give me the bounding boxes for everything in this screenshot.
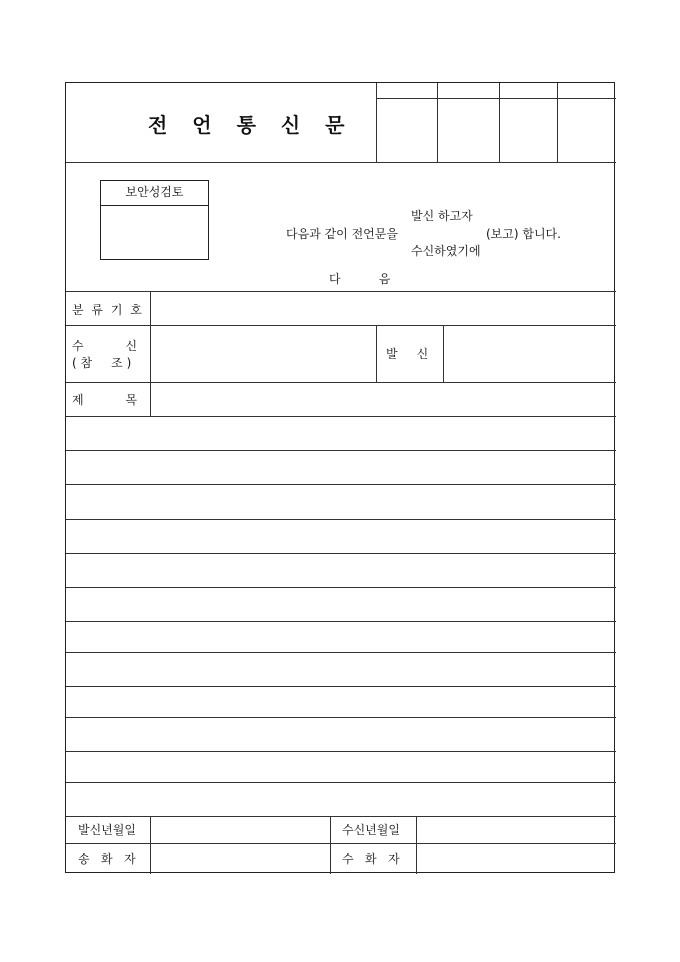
- body-line: [66, 450, 616, 451]
- classification-field[interactable]: [151, 292, 615, 325]
- send-date-label: 발신년월일: [78, 823, 136, 837]
- recv-date-field[interactable]: [417, 817, 615, 843]
- body-line: [66, 652, 616, 653]
- recv-date-label: 수신년월일: [342, 823, 400, 837]
- sender-operator-label: 송 화 자: [78, 852, 136, 866]
- body-line: [66, 751, 616, 752]
- recipient-field[interactable]: [151, 326, 376, 381]
- body-line: [66, 553, 616, 554]
- body-line: [66, 782, 616, 783]
- body-line: [66, 621, 616, 622]
- subject-field[interactable]: [151, 383, 615, 416]
- approval-cell[interactable]: [558, 99, 615, 162]
- footer-column-line: [330, 816, 331, 874]
- recipient-label: 수 신: [72, 339, 138, 353]
- body-line: [66, 519, 616, 520]
- intro-send-line: 발신 하고자: [411, 209, 473, 223]
- recipient-ref-label: ( 참 조 ): [72, 356, 132, 370]
- receiver-operator-label: 수 화 자: [342, 852, 400, 866]
- sender-field[interactable]: [444, 326, 615, 381]
- security-check-stamp-area[interactable]: [101, 206, 208, 259]
- intro-recv-line: 수신하였기에: [411, 244, 481, 258]
- receiver-operator-field[interactable]: [417, 844, 615, 873]
- sender-label-left-line: [376, 325, 377, 382]
- classification-label: 분 류 기 호: [72, 303, 144, 317]
- sender-label: 발 신: [386, 347, 429, 361]
- intro-next: 다 음: [329, 272, 391, 286]
- intro-main-left: 다음과 같이 전언문을: [286, 227, 398, 241]
- security-check-box: [100, 180, 209, 260]
- form-title: 전 언 통 신 문: [148, 113, 354, 137]
- body-line: [66, 717, 616, 718]
- subject-label: 제 목: [72, 393, 138, 407]
- approval-cell[interactable]: [377, 99, 437, 162]
- approval-cell[interactable]: [438, 99, 499, 162]
- message-body-area[interactable]: [66, 417, 614, 816]
- body-line: [66, 587, 616, 588]
- send-date-field[interactable]: [151, 817, 330, 843]
- approval-cell[interactable]: [500, 99, 557, 162]
- header-divider: [66, 162, 616, 163]
- body-line: [66, 484, 616, 485]
- body-line: [66, 686, 616, 687]
- intro-main-right: (보고) 합니다.: [486, 227, 561, 241]
- telegram-form: [65, 82, 615, 873]
- security-check-label: 보안성검토: [101, 181, 208, 206]
- sender-operator-field[interactable]: [151, 844, 330, 873]
